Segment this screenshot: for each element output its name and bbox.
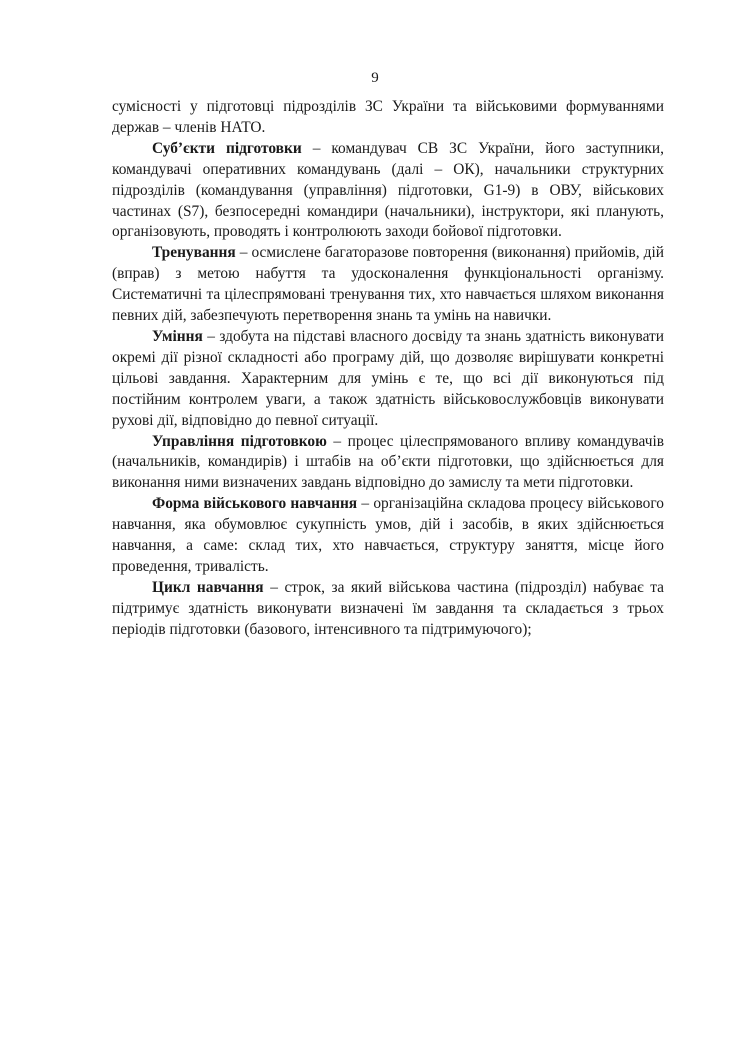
definition-text: – процес цілеспрямованого впливу командувачів (начальників, командирів) і штабів на об’єкти підготовки, що здійснюється для виконання ними визначених завдань відповідно до замислу та мети підготовки. <box>112 432 664 492</box>
definition-text: – строк, за який військова частина (підрозділ) набуває та підтримує здатність виконувати визначені їм завдання та складається з трьох періодів підготовки (базового, інтенсивного та підтримуючого); <box>112 578 664 638</box>
term: Тренування <box>152 244 236 262</box>
paragraph-continuation <box>112 97 664 139</box>
definition-text: – організаційна складова процесу військового навчання, яка обумовлює сукупність умов, дій і засобів, в яких здійснюється навчання, а саме: склад тих, хто навчається, структуру заняття, місце його проведення, тривалість. <box>112 495 664 575</box>
definition-subjects-of-training <box>112 139 664 244</box>
definition-training-management <box>112 432 664 495</box>
definition-text: – осмислене багаторазове повторення (виконання) прийомів, дій (вправ) з метою набуття та удосконалення функціональності організму. Систематичні та цілеспрямовані тренування тих, хто навчається шляхом виконання певних дій, забезпечують перетворення знань та умінь на навички. <box>112 244 664 325</box>
term: Форма військового навчання <box>152 495 358 513</box>
definition-training-drill <box>112 243 664 327</box>
definition-training-cycle <box>112 578 664 641</box>
term: Управління підготовкою <box>152 432 327 450</box>
definition-skill <box>112 327 664 432</box>
term: Цикл навчання <box>152 578 264 596</box>
paragraph-text: сумісності у підготовці підрозділів ЗС України та військовими формуваннями держав – членів НАТО. <box>112 98 664 136</box>
definition-text: – здобута на підставі власного досвіду та знань здатність виконувати окремі дії різної складності або програму дій, що дозволяє вирішувати конкретні цільові завдання. Характерним для умінь є те, що всі дії виконуються під постійним контролем уваги, а також здатність військовослужбовців виконувати рухові дії, відповідно до певної ситуації. <box>112 327 664 429</box>
definition-form-of-military-training <box>112 494 664 578</box>
document-body <box>112 97 664 641</box>
term: Уміння <box>152 327 203 345</box>
page-number: 9 <box>371 70 379 86</box>
term: Суб’єкти підготовки <box>152 139 302 157</box>
definition-text: – командувач СВ ЗС України, його заступники, командувачі оперативних командувань (далі – ОК), начальники структурних підрозділів (командування (управління) підготовки, G1-9) в ОВУ, військових частинах (S7), безпосередні командири (начальники), інструктори, які планують, організовують, проводять і контролюють заходи бойової підготовки. <box>112 139 664 241</box>
